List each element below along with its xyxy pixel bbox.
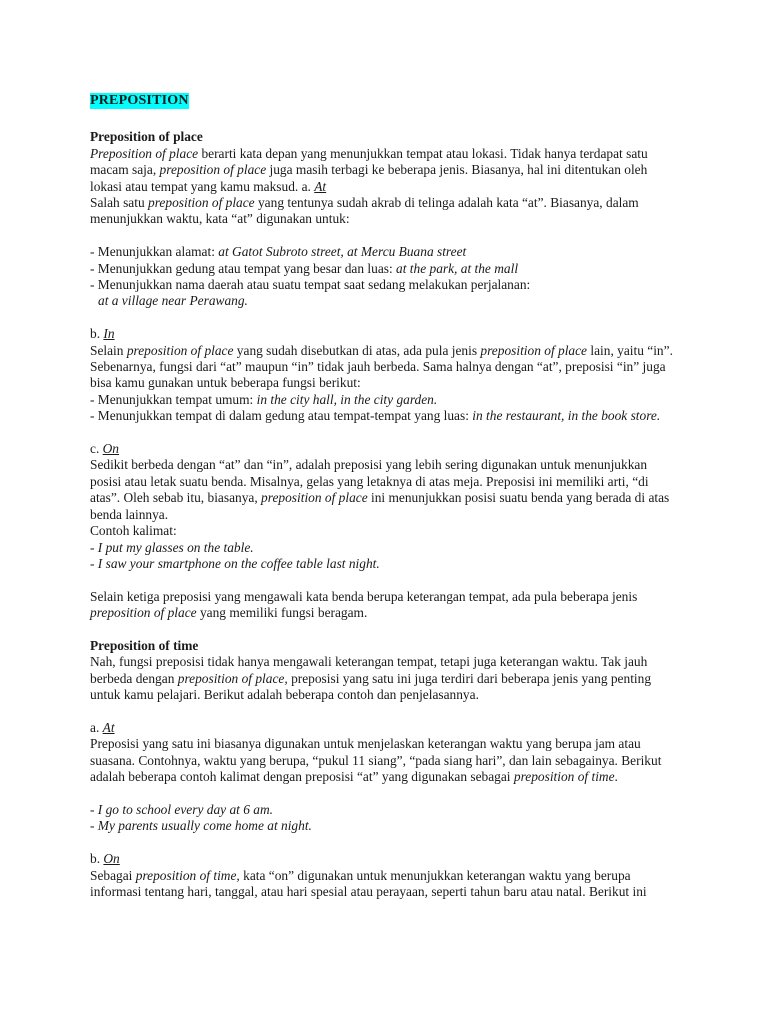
section-heading-place: Preposition of place	[90, 129, 203, 145]
subheading-in-place: b. In	[90, 326, 115, 342]
place-intro-paragraph: Preposition of place berarti kata depan yang menunjukkan tempat atau lokasi. Tidak hanya terdapat satu macam saja, preposition of place juga masih terbagi ke beberapa jenis. Biasanya, hal ini ditentukan oleh lokasi atau tempat yang kamu maksud. a. At	[90, 145, 648, 194]
place-on-paragraph: Sedikit berbeda dengan “at” dan “in”, adalah preposisi yang lebih sering digunakan untuk menunjukkan posisi atau letak suatu benda. Misalnya, gelas yang letaknya di atas meja. Preposisi ini memiliki arti, “di atas”. Oleh sebab itu, biasanya, preposition of place ini menunjukkan posisi suatu benda yang berada di atas benda lainnya.	[90, 457, 670, 522]
list-item: - Menunjukkan tempat di dalam gedung atau tempat-tempat yang luas: in the restaurant, in the book store.	[90, 408, 661, 424]
time-on-paragraph: Sebagai preposition of time, kata “on” digunakan untuk menunjukkan keterangan waktu yang berupa informasi tentang hari, tanggal, atau hari spesial atau perayaan, seperti tahun baru atau natal. Berikut ini	[90, 867, 647, 899]
list-item: - Menunjukkan tempat umum: in the city hall, in the city garden.	[90, 391, 438, 407]
list-item-continuation: at a village near Perawang.	[98, 293, 248, 309]
example-sentence: - My parents usually come home at night.	[90, 818, 312, 834]
list-item: - Menunjukkan alamat: at Gatot Subroto street, at Mercu Buana street	[90, 244, 467, 260]
place-closing-paragraph: Selain ketiga preposisi yang mengawali kata benda berupa keterangan tempat, ada pula beberapa jenis preposition of place yang memiliki fungsi beragam.	[90, 588, 638, 621]
document-body	[90, 92, 680, 900]
example-label: Contoh kalimat:	[90, 523, 177, 539]
section-heading-time: Preposition of time	[90, 637, 199, 653]
time-at-paragraph: Preposisi yang satu ini biasanya digunakan untuk menjelaskan keterangan waktu yang berupa jam atau suasana. Contohnya, waktu yang berupa, “pukul 11 siang”, “pada siang hari”, dan lain sebagainya. Berikut adalah beberapa contoh kalimat dengan preposisi “at” yang digunakan sebagai preposition of time.	[90, 736, 662, 785]
document-title: PREPOSITION	[90, 93, 189, 108]
example-sentence: - I go to school every day at 6 am.	[90, 801, 273, 817]
example-sentence: - I saw your smartphone on the coffee table last night.	[90, 555, 380, 571]
subheading-on-place: c. On	[90, 441, 120, 457]
subheading-at-time: a. At	[90, 719, 115, 735]
time-intro-paragraph: Nah, fungsi preposisi tidak hanya mengawali keterangan tempat, tetapi juga keterangan waktu. Tak jauh berbeda dengan preposition of place, preposisi yang satu ini juga terdiri dari beberapa jenis yang penting untuk kamu pelajari. Berikut adalah beberapa contoh dan penjelasannya.	[90, 654, 652, 703]
subheading-on-time: b. On	[90, 851, 120, 867]
place-at-paragraph: Salah satu preposition of place yang tentunya sudah akrab di telinga adalah kata “at”. Biasanya, dalam menunjukkan waktu, kata “at” digunakan untuk:	[90, 195, 639, 227]
list-item: - Menunjukkan nama daerah atau suatu tempat saat sedang melakukan perjalanan:	[90, 277, 531, 293]
list-item: - Menunjukkan gedung atau tempat yang besar dan luas: at the park, at the mall	[90, 260, 519, 276]
place-in-paragraph: Selain preposition of place yang sudah disebutkan di atas, ada pula jenis preposition of place lain, yaitu “in”. Sebenarnya, fungsi dari “at” maupun “in” tidak jauh berbeda. Sama halnya dengan “at”, preposisi “in” juga bisa kamu gunakan untuk beberapa fungsi berikut:	[90, 342, 673, 391]
example-sentence: - I put my glasses on the table.	[90, 539, 254, 555]
subheading-at-place: At	[314, 178, 327, 194]
